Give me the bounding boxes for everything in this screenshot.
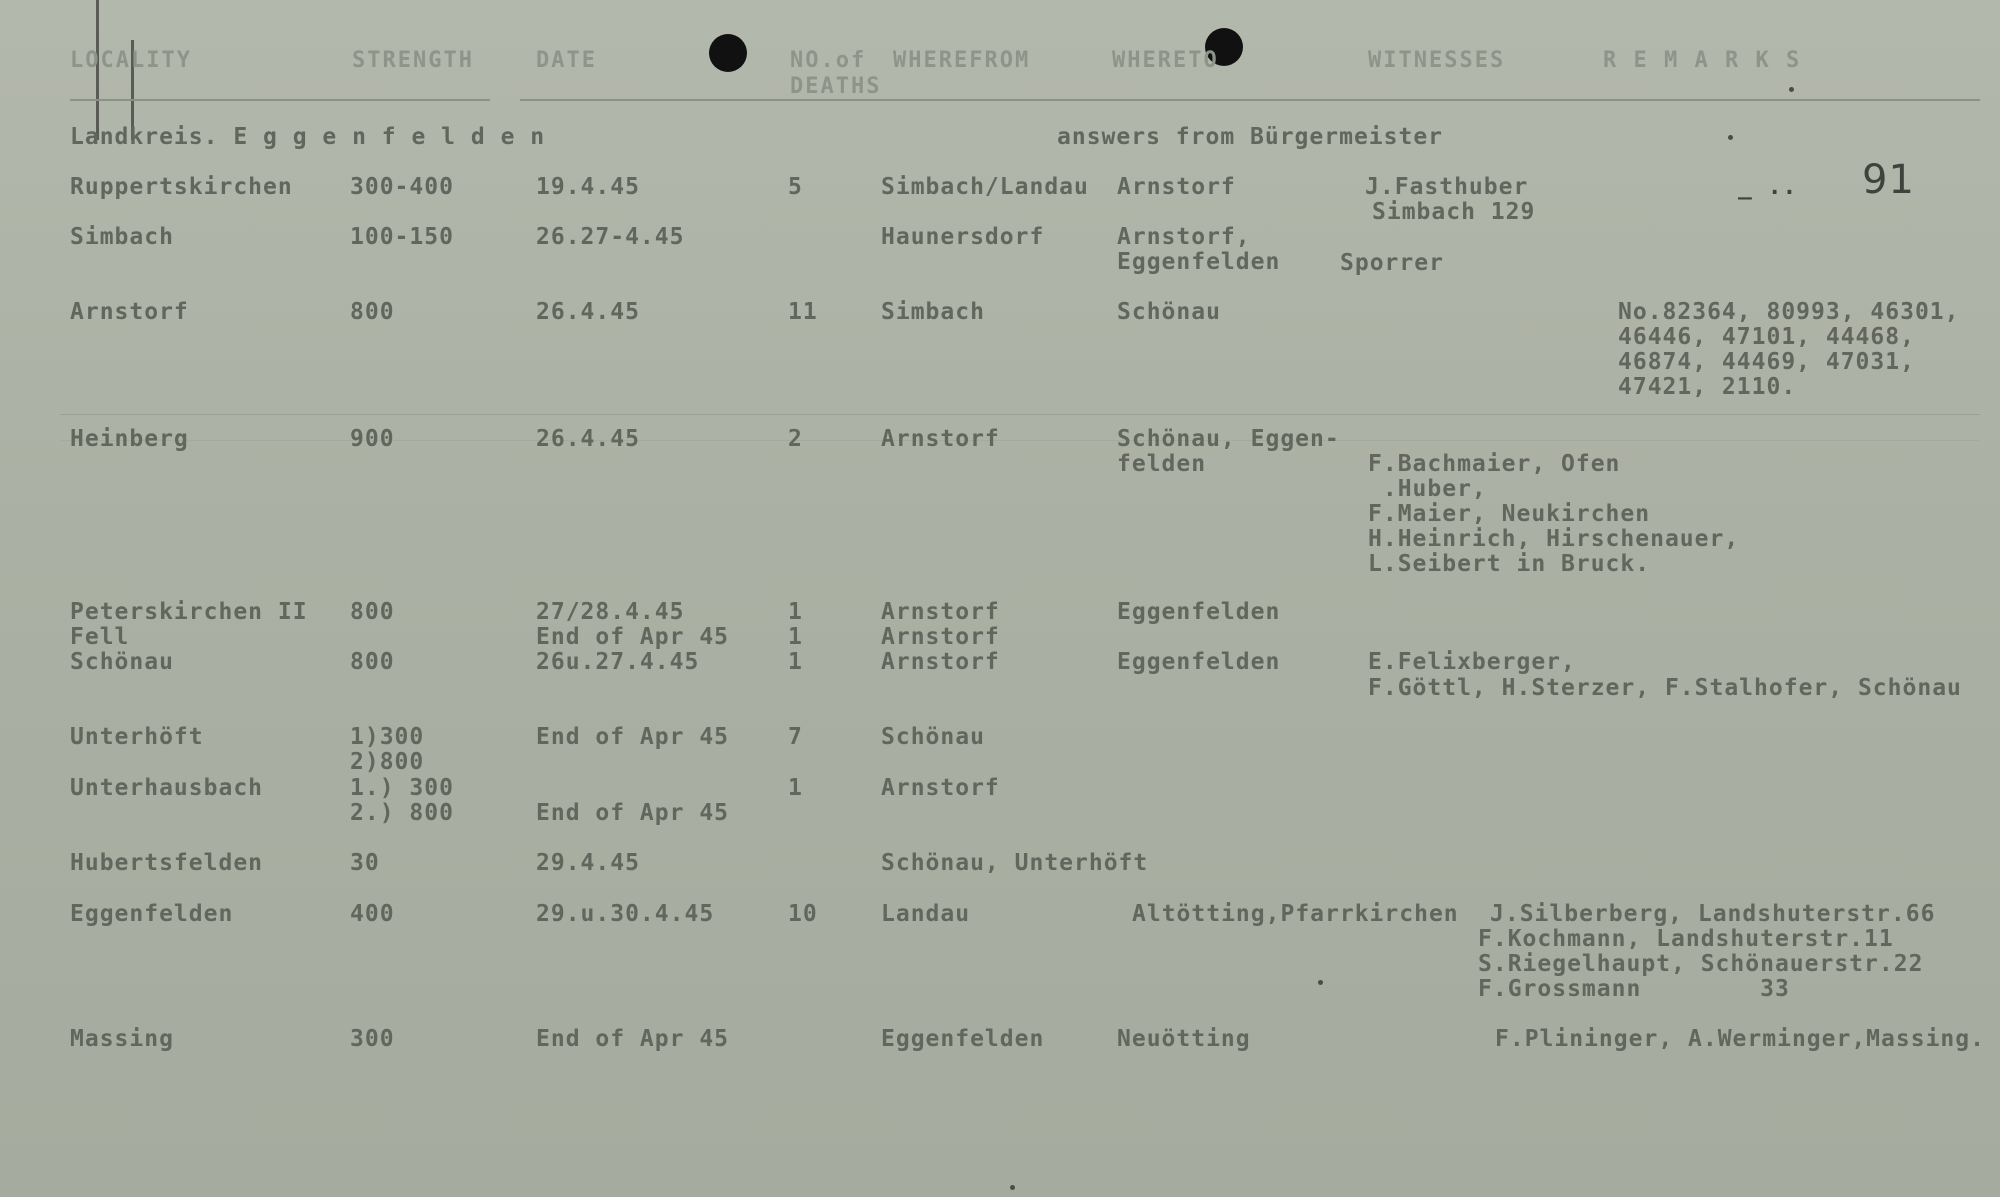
table-row-witness: F.Grossmann 33 (1478, 976, 1790, 1002)
row-separator (60, 440, 1980, 441)
table-row-date: 29.4.45 (536, 850, 640, 876)
table-row-locality: Schönau (70, 649, 174, 675)
table-row-remark: 47421, 2110. (1618, 374, 1797, 400)
table-row-locality: Hubertsfelden (70, 850, 264, 876)
table-row-wherefrom: Haunersdorf (881, 224, 1045, 250)
table-row-whereto: Eggenfelden (1117, 599, 1281, 625)
table-row-strength: 300 (350, 1026, 395, 1052)
table-row-remark: 46874, 44469, 47031, (1618, 349, 1915, 375)
table-row-witness: H.Heinrich, Hirschenauer, (1368, 526, 1740, 552)
table-row-witness: F.Göttl, H.Sterzer, F.Stalhofer, Schönau (1368, 675, 1962, 701)
table-row-witness: J.Silberberg, Landshuterstr.66 (1490, 901, 1936, 927)
table-row-remark: No.82364, 80993, 46301, (1618, 299, 1960, 325)
paper-speck (1010, 1185, 1015, 1190)
district-source: answers from Bürgermeister (1057, 124, 1444, 150)
table-row-witness: J.Fasthuber (1365, 174, 1529, 200)
table-row-wherefrom: Arnstorf (881, 624, 1000, 650)
table-row-strength: 900 (350, 426, 395, 452)
table-row-strength: 400 (350, 901, 395, 927)
table-row-wherefrom: Schönau (881, 724, 985, 750)
table-row-strength: 100-150 (350, 224, 454, 250)
table-row-deaths: 1 (788, 624, 803, 650)
table-row-witness: F.Bachmaier, Ofen (1368, 451, 1621, 477)
table-row-strength: 800 (350, 299, 395, 325)
table-row-whereto: Altötting,Pfarrkirchen (1132, 901, 1459, 927)
table-row-locality: Arnstorf (70, 299, 189, 325)
table-row-wherefrom: Landau (881, 901, 971, 927)
table-row-whereto: Neuötting (1117, 1026, 1251, 1052)
table-row-locality: Peterskirchen II (70, 599, 308, 625)
table-row-whereto: Schönau, Eggen- felden (1117, 426, 1340, 477)
row-separator (60, 414, 1980, 415)
table-row-whereto: Eggenfelden (1117, 649, 1281, 675)
header-remarks: R E M A R K S (1603, 48, 1802, 73)
table-row-deaths: 7 (788, 724, 803, 750)
header-deaths-1: NO.of (790, 48, 867, 73)
stamp-fragment: _ .. (1738, 174, 1798, 200)
table-row-witness: F.Maier, Neukirchen (1368, 501, 1651, 527)
table-row-strength: 1)300 2)800 (350, 724, 425, 775)
table-row-witness: E.Felixberger, (1368, 649, 1576, 675)
header-date: DATE (536, 48, 597, 73)
table-row-strength: 1.) 300 2.) 800 (350, 775, 454, 826)
table-row-date: End of Apr 45 (536, 724, 730, 750)
table-row-date: 26u.27.4.45 (536, 649, 700, 675)
table-row-deaths: 5 (788, 174, 803, 200)
table-row-date: End of Apr 45 (536, 1026, 730, 1052)
table-row-locality: Heinberg (70, 426, 189, 452)
table-row-date: 26.27-4.45 (536, 224, 685, 250)
table-row-wherefrom: Simbach (881, 299, 985, 325)
table-row-wherefrom: Arnstorf (881, 649, 1000, 675)
table-row-strength: 800 (350, 599, 395, 625)
page-number: 91 (1862, 157, 1915, 203)
table-row-whereto: Arnstorf, Eggenfelden (1117, 224, 1281, 275)
header-deaths-2: DEATHS (790, 74, 882, 99)
table-row-locality: Eggenfelden (70, 901, 234, 927)
table-row-date: 19.4.45 (536, 174, 640, 200)
table-row-locality: Ruppertskirchen (70, 174, 293, 200)
table-row-date: 26.4.45 (536, 299, 640, 325)
table-row-date: 27/28.4.45 (536, 599, 685, 625)
table-row-wherefrom: Arnstorf (881, 426, 1000, 452)
table-row-witness: F.Plininger, A.Werminger,Massing. (1495, 1026, 1985, 1052)
table-row-locality: Unterhausbach (70, 775, 264, 801)
table-row-witness: Simbach 129 (1372, 199, 1536, 225)
table-row-strength: 800 (350, 649, 395, 675)
paper-speck (1728, 135, 1733, 140)
table-row-locality: Unterhöft (70, 724, 204, 750)
header-locality: LOCALITY (70, 48, 192, 73)
table-row-strength: 30 (350, 850, 380, 876)
table-row-witness: F.Kochmann, Landshuterstr.11 (1478, 926, 1894, 952)
table-row-strength: 300-400 (350, 174, 454, 200)
header-strength: STRENGTH (352, 48, 474, 73)
table-row-date: End of Apr 45 (536, 800, 730, 826)
table-row-date: 29.u.30.4.45 (536, 901, 715, 927)
paper-speck (1789, 87, 1794, 92)
table-row-witness: Sporrer (1340, 250, 1444, 276)
table-row-wherefrom: Arnstorf (881, 599, 1000, 625)
table-row-remark: 46446, 47101, 44468, (1618, 324, 1915, 350)
table-row-date: 26.4.45 (536, 426, 640, 452)
table-row-locality: Simbach (70, 224, 174, 250)
table-row-deaths: 2 (788, 426, 803, 452)
table-row-deaths: 11 (788, 299, 818, 325)
table-row-date: End of Apr 45 (536, 624, 730, 650)
table-row-witness: .Huber, (1368, 476, 1487, 502)
table-row-deaths: 1 (788, 599, 803, 625)
table-row-whereto: Schönau (1117, 299, 1221, 325)
header-witnesses: WITNESSES (1368, 48, 1506, 73)
header-underline (520, 99, 1980, 101)
paper-speck (1318, 980, 1323, 985)
table-row-witness: L.Seibert in Bruck. (1368, 551, 1651, 577)
punch-hole-left (709, 34, 747, 72)
table-row-witness: S.Riegelhaupt, Schönauerstr.22 (1478, 951, 1924, 977)
table-row-wherefrom: Simbach/Landau (881, 174, 1089, 200)
table-row-deaths: 1 (788, 649, 803, 675)
table-row-wherefrom: Schönau, Unterhöft (881, 850, 1149, 876)
table-row-wherefrom: Arnstorf (881, 775, 1000, 801)
table-row-wherefrom: Eggenfelden (881, 1026, 1045, 1052)
header-underline (70, 99, 490, 101)
table-row-deaths: 10 (788, 901, 818, 927)
header-wherefrom: WHEREFROM (893, 48, 1031, 73)
table-row-deaths: 1 (788, 775, 803, 801)
table-row-locality: Massing (70, 1026, 174, 1052)
table-row-locality: Fell (70, 624, 130, 650)
district-name: Landkreis. E g g e n f e l d e n (70, 124, 546, 150)
table-row-whereto: Arnstorf (1117, 174, 1236, 200)
header-whereto: WHERETO (1112, 48, 1219, 73)
